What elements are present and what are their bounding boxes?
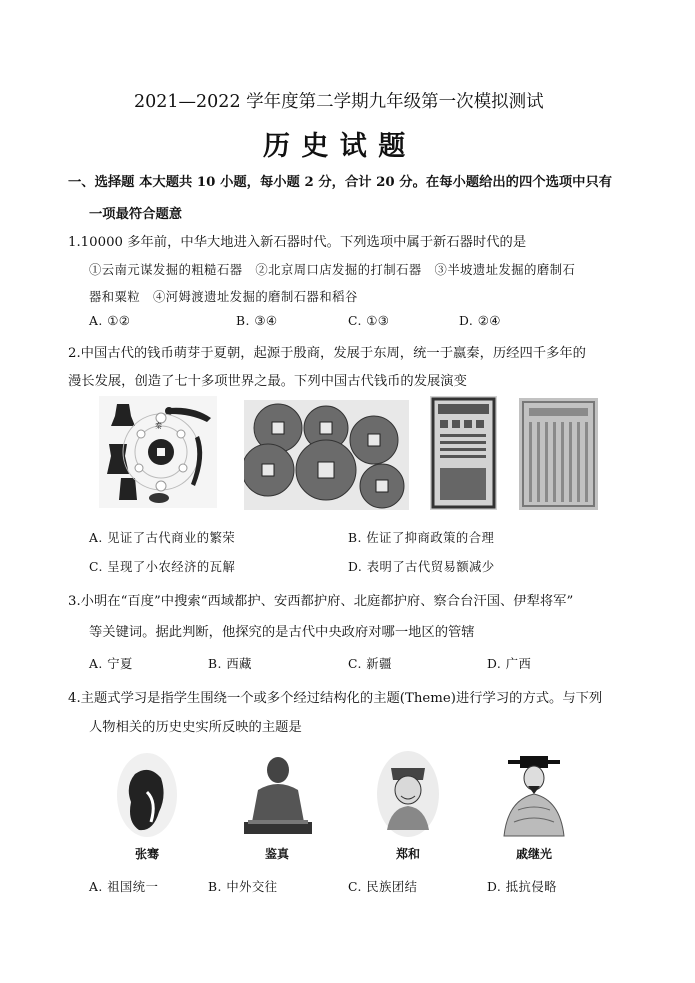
- exam-heading: 2021—2022 学年度第二学期九年级第一次模拟测试: [134, 92, 544, 112]
- question-2-option-d: D. 表明了古代贸易额减少: [348, 560, 495, 574]
- question-4-option-d: D. 抵抗侵略: [487, 880, 557, 894]
- question-3-option-b: B. 西藏: [208, 657, 252, 671]
- portrait-caption-qi-jiguang: 戚继光: [515, 847, 552, 861]
- question-4-option-a: A. 祖国统一: [89, 880, 159, 894]
- question-4-stem-line1: 4.主题式学习是指学生围绕一个或多个经过结构化的主题(Theme)进行学习的方式。与下列: [68, 691, 603, 706]
- zhang-qian-portrait: [117, 752, 177, 838]
- question-1-option-a: A. ①②: [89, 314, 131, 328]
- question-1-items-line2: 器和粟粒 ④河姆渡遗址发掘的磨制石器和稻谷: [89, 290, 358, 304]
- question-4-option-c: C. 民族团结: [348, 880, 418, 894]
- question-3-stem-line2: 等关键词。据此判断，他探究的是古代中央政府对哪一地区的管辖: [89, 625, 475, 640]
- round-coins-image: [244, 400, 409, 510]
- qin-coin-character: 秦: [155, 422, 162, 430]
- jian-zhen-portrait: [238, 750, 317, 838]
- question-2-stem-line1: 2.中国古代的钱币萌芽于夏朝，起源于殷商，发展于东周，统一于嬴秦，历经四千多年的: [68, 346, 586, 361]
- question-2-option-c: C. 呈现了小农经济的瓦解: [89, 560, 236, 574]
- section-instruction-line1: 一、选择题 本大题共 10 小题，每小题 2 分，合计 20 分。在每小题给出的四个选项中只有: [68, 175, 613, 190]
- question-1-items-line1: ①云南元谋发掘的粗糙石器 ②北京周口店发掘的打制石器 ③半坡遗址发掘的磨制石: [89, 263, 576, 277]
- portrait-caption-zheng-he: 郑和: [395, 847, 420, 861]
- question-3-stem-line1: 3.小明在“百度”中搜索“西域都护、安西都护府、北庭都护府、察合台汗国、伊犁将军”: [68, 594, 574, 609]
- question-1-option-b: B. ③④: [236, 314, 278, 328]
- question-2-option-b: B. 佐证了抑商政策的合理: [348, 531, 495, 545]
- question-1-stem: 1.10000 多年前，中华大地进入新石器时代。下列选项中属于新石器时代的是: [68, 235, 527, 250]
- zheng-he-portrait: [377, 750, 439, 838]
- page-title: 历 史 试 题: [263, 131, 407, 162]
- paper-money-image-1: [430, 396, 497, 510]
- question-4-stem-line2: 人物相关的历史史实所反映的主题是: [89, 720, 302, 735]
- section-instruction-line2: 一项最符合题意: [89, 207, 183, 222]
- qi-jiguang-portrait: [498, 750, 570, 838]
- question-2-option-a: A. 见证了古代商业的繁荣: [89, 531, 236, 545]
- ancient-coins-diagram-image: [99, 396, 217, 508]
- question-3-option-c: C. 新疆: [348, 657, 392, 671]
- paper-money-image-2: [519, 398, 598, 510]
- question-3-option-a: A. 宁夏: [89, 657, 133, 671]
- question-2-stem-line2: 漫长发展，创造了七十多项世界之最。下列中国古代钱币的发展演变: [68, 374, 467, 389]
- question-4-option-b: B. 中外交往: [208, 880, 278, 894]
- portrait-caption-jian-zhen: 鉴真: [264, 847, 289, 861]
- question-1-option-d: D. ②④: [459, 314, 501, 328]
- portrait-caption-zhang-qian: 张骞: [134, 847, 159, 861]
- question-1-option-c: C. ①③: [348, 314, 390, 328]
- question-3-option-d: D. 广西: [487, 657, 532, 671]
